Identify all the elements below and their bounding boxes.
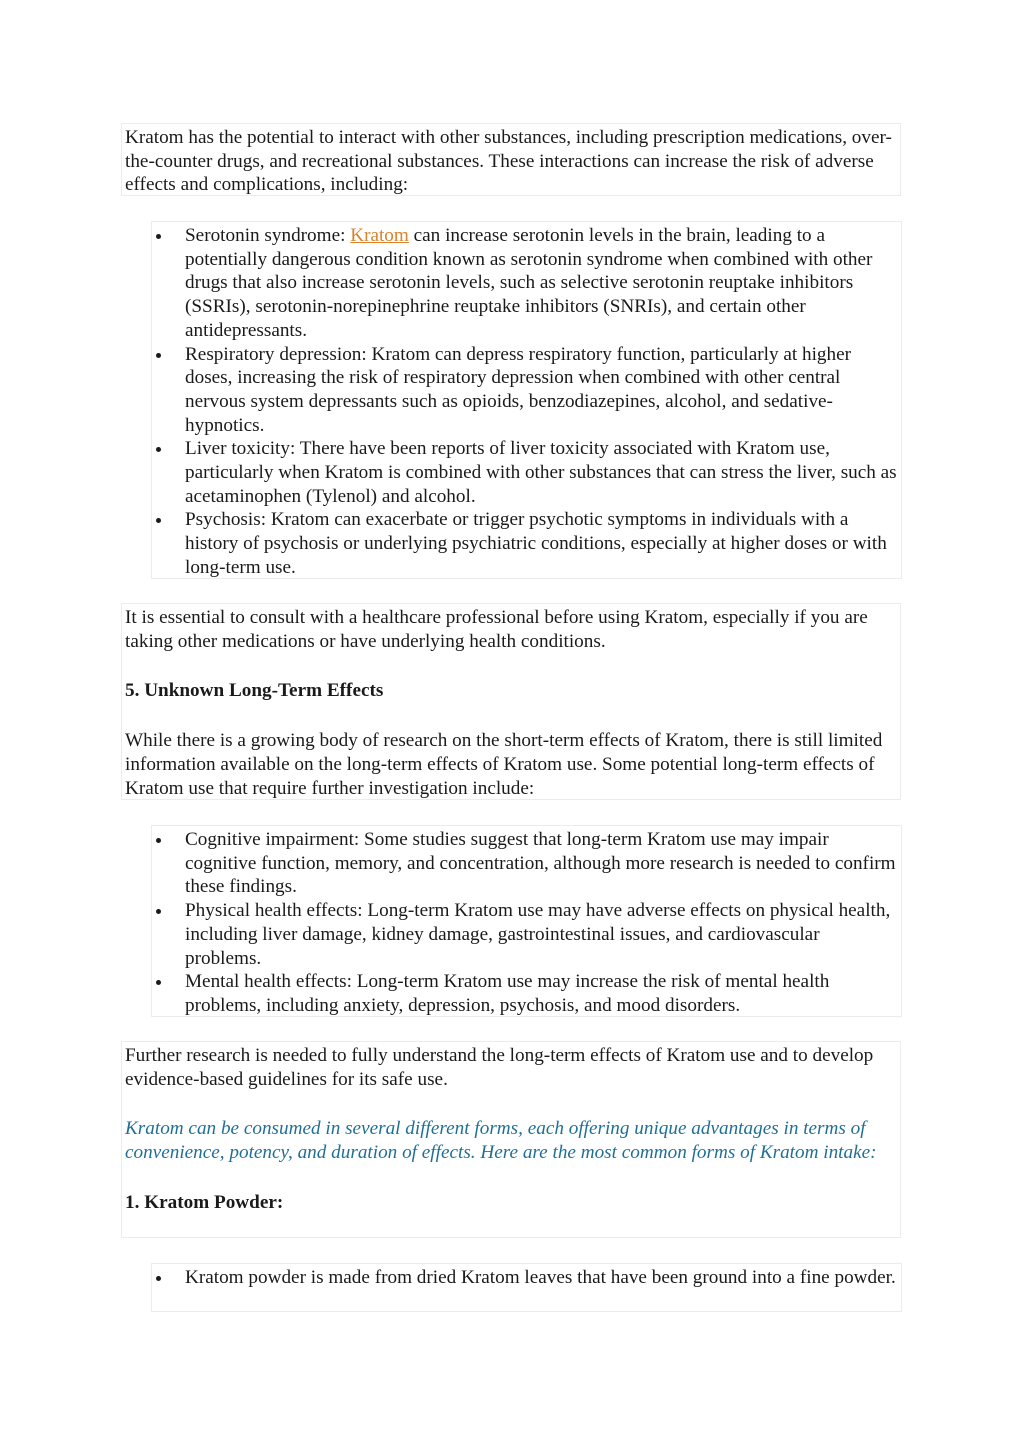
forms-intro-paragraph: Kratom can be consumed in several different forms, each offering unique advantages in terms of convenience, potency, and duration of effects. Here are the most common forms of Kratom intake: <box>125 1118 877 1164</box>
list-item: Physical health effects: Long-term Kratom use may have adverse effects on physical health, including liver damage, kidney damage, gastrointestinal issues, and cardiovascular problems. <box>152 899 901 970</box>
list-item: Liver toxicity: There have been reports of liver toxicity associated with Kratom use, particularly when Kratom is combined with other substances that can stress the liver, such as acetaminophen (Tylenol) and alcohol. <box>152 437 901 508</box>
longterm-block <box>121 603 901 800</box>
list-item <box>152 224 901 343</box>
intro-paragraph: Kratom has the potential to interact with other substances, including prescription medications, over-the-counter drugs, and recreational substances. These interactions can increase the risk of adverse effects and complications, including: <box>125 127 892 196</box>
interactions-list-block <box>151 221 902 579</box>
list-item: Respiratory depression: Kratom can depress respiratory function, particularly at higher doses, increasing the risk of respiratory depression when combined with other central nervous system depressants such as opioids, benzodiazepines, alcohol, and sedative-hypnotics. <box>152 343 901 438</box>
interactions-list <box>152 222 901 580</box>
longterm-list-block <box>151 825 902 1017</box>
powder-list <box>152 1264 901 1290</box>
list-item: Psychosis: Kratom can exacerbate or trigger psychotic symptoms in individuals with a history of psychosis or underlying psychiatric conditions, especially at higher doses or with long-term use. <box>152 508 901 579</box>
powder-list-block <box>151 1263 902 1312</box>
longterm-intro-paragraph: While there is a growing body of research on the short-term effects of Kratom, there is still limited information available on the long-term effects of Kratom use. Some potential long-term effects of Kratom use that require further investigation include: <box>125 730 883 799</box>
list-item: Kratom powder is made from dried Kratom leaves that have been ground into a fine powder. <box>152 1266 901 1290</box>
list-item-lead: Serotonin syndrome: <box>185 225 351 246</box>
kratom-link[interactable]: Kratom <box>350 225 409 246</box>
forms-block <box>121 1041 901 1238</box>
further-paragraph: Further research is needed to fully understand the long-term effects of Kratom use and to develop evidence-based guidelines for its safe use. <box>125 1045 874 1090</box>
longterm-list <box>152 826 901 1018</box>
section-heading-5: 5. Unknown Long-Term Effects <box>125 680 384 702</box>
intro-block <box>121 123 901 196</box>
list-item: Cognitive impairment: Some studies suggest that long-term Kratom use may impair cognitive function, memory, and concentration, although more research is needed to confirm these findings. <box>152 828 901 899</box>
list-item: Mental health effects: Long-term Kratom use may increase the risk of mental health problems, including anxiety, depression, psychosis, and mood disorders. <box>152 970 901 1017</box>
list-item-text: can increase serotonin levels in the brain, leading to a potentially dangerous condition known as serotonin syndrome when combined with other drugs that also increase serotonin levels, such as selective serotonin reuptake inhibitors (SSRIs), serotonin-norepinephrine reuptake inhibitors (SNRIs), and certain other antidepressants. <box>185 225 873 341</box>
consult-paragraph: It is essential to consult with a healthcare professional before using Kratom, especially if you are taking other medications or have underlying health conditions. <box>125 607 868 652</box>
section-heading-powder: 1. Kratom Powder: <box>125 1191 284 1213</box>
